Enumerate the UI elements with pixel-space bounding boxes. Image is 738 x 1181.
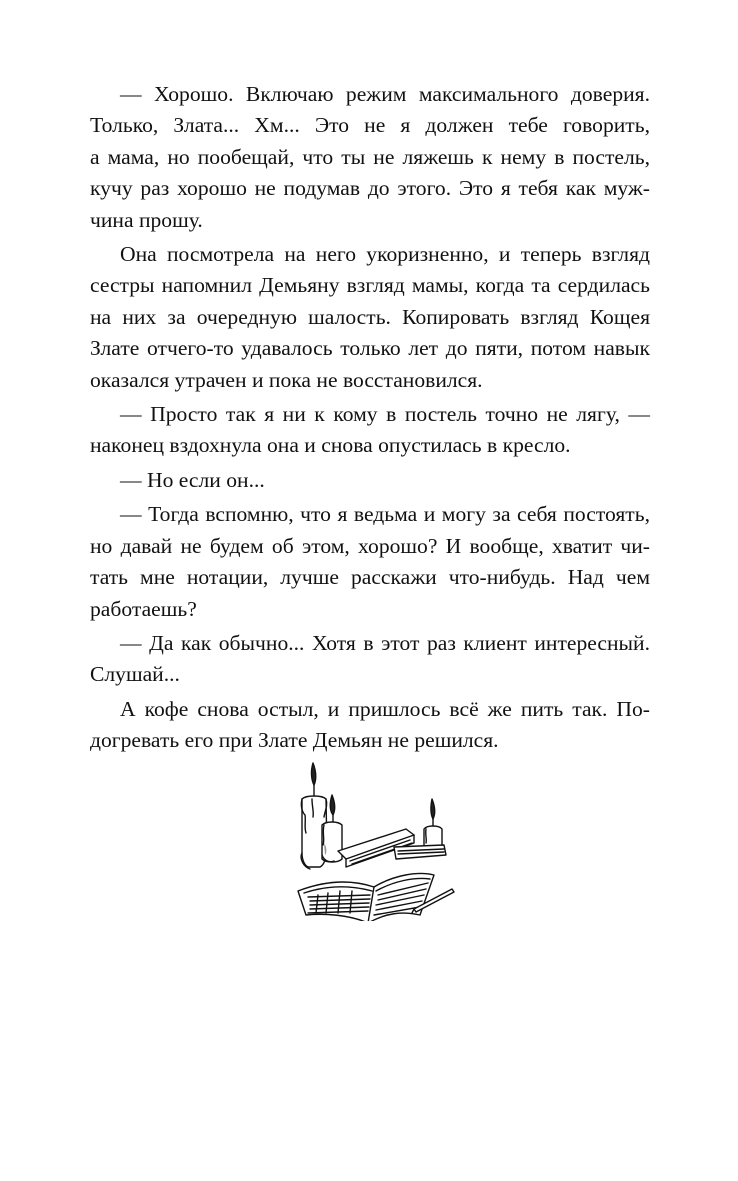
text-line: чина прошу.: [90, 207, 203, 232]
candles-and-books-icon: [294, 755, 460, 921]
paragraph: [90, 79, 650, 236]
paragraph: [90, 499, 650, 625]
text-line: оказался утрачен и пока не восстановился.: [90, 367, 483, 392]
text-line: — Хорошо. Включаю режим максимального доверия.: [120, 82, 650, 106]
text-line: кучу раз хорошо не подумав до этого. Это я тебя как муж-: [90, 176, 650, 201]
text-line: но давай не будем об этом, хорошо? И вообще, хватит чи-: [90, 533, 650, 558]
text-line: на них за очередную шалость. Копировать взгляд Кощея: [90, 304, 650, 329]
paragraph: [90, 694, 650, 757]
text-line: — Просто так я ни к кому в постель точно не лягу, —: [120, 402, 650, 427]
text-line: Только, Злата... Хм... Это не я должен тебе говорить,: [90, 113, 650, 138]
text-line: работаешь?: [90, 596, 197, 621]
paragraph: [90, 628, 650, 691]
text-line: — Тогда вспомню, что я ведьма и могу за себя постоять,: [120, 502, 650, 527]
text-line: наконец вздохнула она и снова опустилась в кресло.: [90, 433, 571, 458]
text-line: тать мне нотации, лучше расскажи что-нибудь. Над чем: [90, 565, 650, 590]
paragraph: [90, 399, 650, 462]
text-line: а мама, но пообещай, что ты не ляжешь к нему в постель,: [90, 144, 650, 169]
text-line: Злате отчего-то удавалось только лет до пяти, потом навык: [90, 336, 650, 361]
text-line: догревать его при Злате Демьян не решился.: [90, 728, 499, 753]
text-line: А кофе снова остыл, и пришлось всё же пить так. По-: [120, 696, 650, 721]
text-line: — Но если он...: [120, 467, 265, 492]
text-line: сестры напомнил Демьяну взгляд мамы, когда та сердилась: [90, 273, 650, 298]
page-text: [90, 79, 650, 760]
text-line: Слушай...: [90, 662, 180, 687]
paragraph: [90, 239, 650, 396]
text-line: — Да как обычно... Хотя в этот раз клиент интересный.: [120, 630, 650, 655]
text-line: Она посмотрела на него укоризненно, и теперь взгляд: [120, 242, 650, 267]
paragraph: [90, 465, 650, 496]
